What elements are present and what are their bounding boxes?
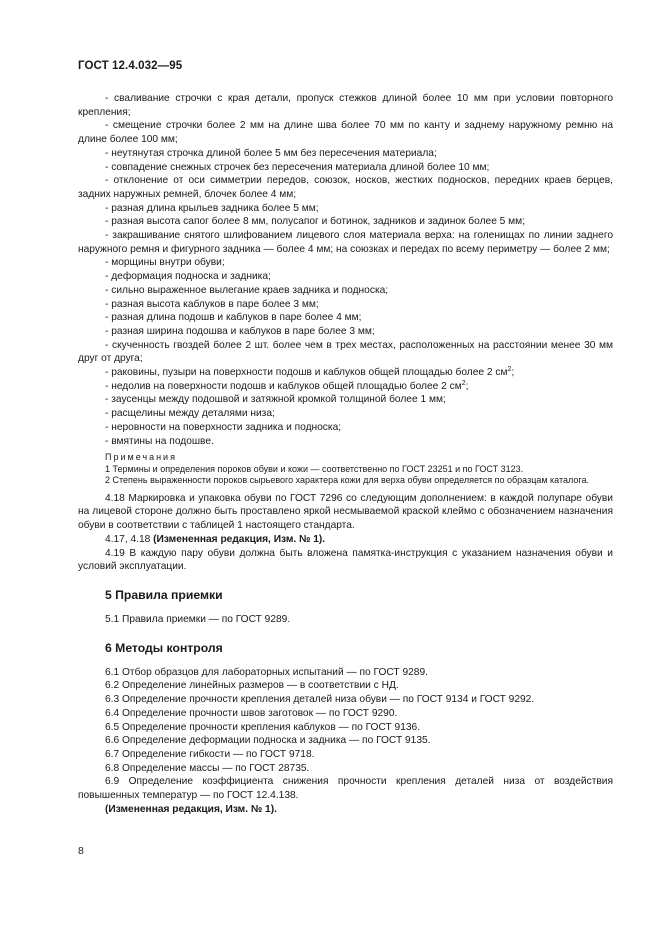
list-item-text: - раковины, пузыри на поверхности подошв и каблуков общей площадью более 2 см — [105, 367, 508, 379]
note-item: 1 Термины и определения пороков обуви и кожи — соответственно по ГОСТ 23251 и по ГОСТ 3123. — [105, 463, 524, 474]
list-item: - морщины внутри обуви; — [105, 257, 225, 269]
list-item: - деформация подноска и задника; — [105, 271, 271, 283]
document-code-header: ГОСТ 12.4.032—95 — [78, 60, 183, 72]
list-item: - сваливание строчки с края детали, пропуск стежков длиной более 10 мм при условии повторного крепления; — [78, 93, 613, 118]
superscript: 2 — [461, 379, 466, 387]
page-content — [78, 92, 613, 816]
clause-6-4: 6.4 Определение прочности швов заготовок — по ГОСТ 9290. — [105, 707, 398, 719]
list-item: - смещение строчки более 2 мм на длине шва более 70 мм по канту и заднему наружному ремню на длине более 100 мм; — [78, 120, 613, 146]
list-item-tail: ; — [465, 380, 469, 392]
notes-title: Примечания — [105, 452, 177, 463]
clause-6-9: 6.9 Определение коэффициента снижения прочности крепления деталей низа от воздействия повышенных температур — по ГОСТ 12.4.138. — [78, 776, 613, 802]
clause-6-8: 6.8 Определение массы — по ГОСТ 28735. — [105, 762, 310, 774]
list-item: - отклонение от оси симметрии передов, союзок, носков, жестких подносков, передних краев берцев, задних наружных ремней, блочек более 4 мм; — [78, 175, 613, 200]
clause-6-7: 6.7 Определение гибкости — по ГОСТ 9718. — [105, 748, 315, 760]
clause-5-1: 5.1 Правила приемки — по ГОСТ 9289. — [105, 614, 291, 625]
amendment-label: (Измененная редакция, Изм. № 1). — [153, 533, 326, 545]
clause-4-19: 4.19 В каждую пару обуви должна быть вложена памятка-инструкция с указанием назначения обуви и условий эксплуатации. — [78, 547, 613, 573]
clause-ref: 4.17, 4.18 — [105, 533, 154, 545]
clause-4-18: 4.18 Маркировка и упаковка обуви по ГОСТ 7296 со следующим дополнением: в каждой полупаре обуви на лицевой стороне должно быть проставлено яркой несмываемой краской клеймо с обозначением назначения обуви в соответствии с таблицей 1 настоящего стандарта. — [78, 492, 613, 532]
section-5-heading: 5 Правила приемки — [105, 588, 223, 602]
section-6-heading: 6 Методы контроля — [105, 640, 223, 655]
list-item: - совпадение снежных строчек без пересечения материала длиной более 10 мм; — [105, 161, 490, 173]
list-item: - разная высота сапог более 8 мм, полусапог и ботинок, задников и задинок более 5 мм; — [105, 216, 526, 228]
list-item-tail: ; — [511, 367, 515, 379]
clause-6-3: 6.3 Определение прочности крепления деталей низа обуви — по ГОСТ 9134 и ГОСТ 9292. — [105, 694, 535, 706]
section-6-amendment: (Измененная редакция, Изм. № 1). — [105, 803, 277, 815]
list-item: - заусенцы между подошвой и затяжной кромкой толщиной более 1 мм; — [105, 394, 446, 406]
list-item — [78, 380, 613, 394]
list-item: - сильно выраженное вылегание краев задника и подноска; — [105, 284, 389, 296]
clause-6-5: 6.5 Определение прочности крепления каблуков — по ГОСТ 9136. — [105, 721, 421, 733]
list-item: - разная длина крыльев задника более 5 мм; — [105, 202, 319, 214]
clause-6-2: 6.2 Определение линейных размеров — в соответствии с НД. — [105, 680, 399, 692]
list-item: - разная длина подошв и каблуков в паре более 4 мм; — [105, 312, 362, 324]
list-item: - вмятины на подошве. — [105, 435, 214, 447]
defects-list — [78, 92, 613, 448]
list-item: - неутянутая строчка длиной более 5 мм без пересечения материала; — [105, 147, 437, 159]
list-item: - разная ширина подошва и каблуков в паре более 3 мм; — [105, 325, 375, 337]
list-item — [78, 366, 613, 380]
list-item: - скученность гвоздей более 2 шт. более чем в трех местах, расположенных на расстоянии менее 30 мм друг от друга; — [78, 339, 613, 365]
notes-block — [78, 452, 613, 487]
note-item: 2 Степень выраженности пороков сырьевого характера кожи для верха обуви определяется по образцам каталога. — [105, 475, 589, 486]
page-number: 8 — [78, 845, 84, 857]
list-item: - закрашивание снятого шлифованием лицевого слоя материала верха: на голенищах по линии заднего наружного ремня и фигурного задника — более 4 мм; на союзках и передах по всему периметру — более 2 мм; — [78, 230, 613, 255]
clause-6-6: 6.6 Определение деформации подноска и задника — по ГОСТ 9135. — [105, 735, 431, 747]
list-item-text: - недолив на поверхности подошв и каблуков общей площадью более 2 см — [105, 380, 462, 392]
clause-6-1: 6.1 Отбор образцов для лабораторных испытаний — по ГОСТ 9289. — [105, 666, 428, 678]
clause-amendment-note — [78, 533, 613, 547]
list-item: - разная высота каблуков в паре более 3 мм; — [105, 298, 319, 310]
list-item: - расщелины между деталями низа; — [105, 408, 275, 420]
superscript: 2 — [507, 366, 512, 374]
list-item: - неровности на поверхности задника и подноска; — [105, 421, 342, 433]
